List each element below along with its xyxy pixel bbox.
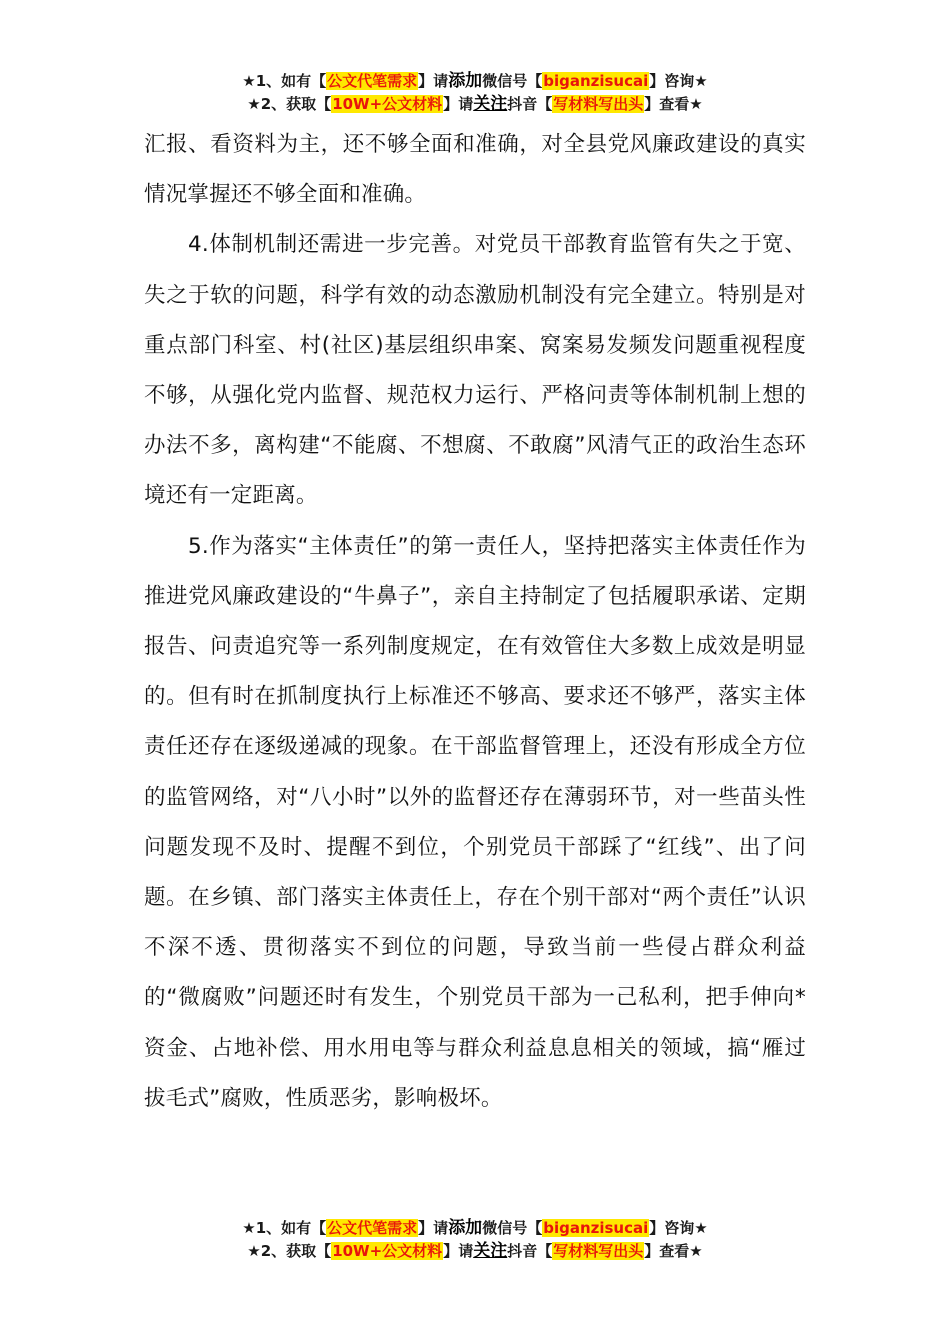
highlight-materials: 10W+公文材料 <box>332 95 443 113</box>
highlight-douyin-id: 写材料写出头 <box>553 95 644 113</box>
paragraph-4: 4.体制机制还需进一步完善。对党员干部教育监管有失之于宽、失之于软的问题，科学有效的动态激励机制没有完全建立。特别是对重点部门科室、村(社区)基层组织串案、窝案易发频发问题重视程度不够，从强化党内监督、规范权力运行、严格问责等体制机制上想的办法不多，离构建“不能腐、不想腐、不敢腐”风清气正的政治生态环境还有一定距离。 <box>144 232 806 509</box>
footer-line-1: ★1、如有【公文代笔需求】请添加微信号【biganzisucai】咨询★ <box>242 1218 708 1238</box>
header-banner <box>0 70 950 116</box>
header-line-1: ★1、如有【公文代笔需求】请添加微信号【biganzisucai】咨询★ <box>242 71 708 91</box>
highlight-service: 公文代笔需求 <box>327 72 418 90</box>
highlight-wechat-id: biganzisucai <box>543 1219 649 1237</box>
highlight-wechat-id: biganzisucai <box>543 72 649 90</box>
paragraph-continuation: 汇报、看资料为主，还不够全面和准确，对全县党风廉政建设的真实情况掌握还不够全面和准确。 <box>144 132 806 208</box>
document-body <box>144 120 806 1124</box>
footer-line-2: ★2、获取【10W+公文材料】请关注抖音【写材料写出头】查看★ <box>247 1241 703 1261</box>
highlight-service: 公文代笔需求 <box>327 1219 418 1237</box>
header-line-2: ★2、获取【10W+公文材料】请关注抖音【写材料写出头】查看★ <box>247 94 703 114</box>
highlight-douyin-id: 写材料写出头 <box>553 1242 644 1260</box>
footer-banner <box>0 1217 950 1263</box>
highlight-materials: 10W+公文材料 <box>332 1242 443 1260</box>
paragraph-5: 5.作为落实“主体责任”的第一责任人，坚持把落实主体责任作为推进党风廉政建设的“牛鼻子”，亲自主持制定了包括履职承诺、定期报告、问责追究等一系列制度规定，在有效管住大多数上成效是明显的。但有时在抓制度执行上标准还不够高、要求还不够严，落实主体责任还存在逐级递减的现象。在干部监督管理上，还没有形成全方位的监管网络，对“八小时”以外的监督还存在薄弱环节，对一些苗头性问题发现不及时、提醒不到位，个别党员干部踩了“红线”、出了问题。在乡镇、部门落实主体责任上，存在个别干部对“两个责任”认识不深不透、贯彻落实不到位的问题，导致当前一些侵占群众利益的“微腐败”问题还时有发生，个别党员干部为一己私利，把手伸向*资金、占地补偿、用水用电等与群众利益息息相关的领域，搞“雁过拔毛式”腐败，性质恶劣，影响极坏。 <box>144 533 806 1111</box>
